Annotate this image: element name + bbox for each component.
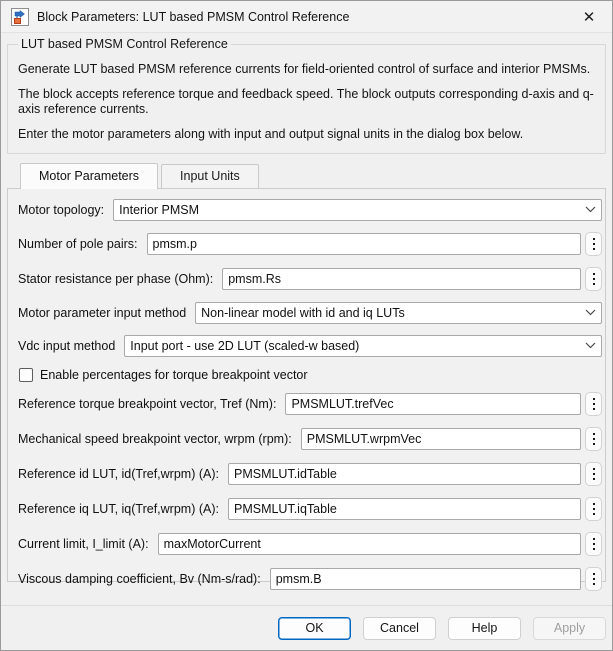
param-input-method-label: Motor parameter input method [18, 305, 187, 320]
viscous-damping-input[interactable]: pmsm.B [270, 568, 581, 590]
param-input-method-value: Non-linear model with id and iq LUTs [201, 305, 405, 320]
tab-input-units[interactable]: Input Units [161, 164, 259, 188]
close-icon[interactable]: ✕ [582, 8, 596, 26]
field-row-tref-vector [18, 392, 602, 416]
vertical-dots-icon[interactable] [585, 497, 602, 521]
wrpm-vector-input[interactable]: PMSMLUT.wrpmVec [301, 428, 581, 450]
vdc-input-method-select[interactable] [124, 335, 602, 357]
enable-percentages-label: Enable percentages for torque breakpoint vector [40, 367, 308, 382]
vdc-input-method-label: Vdc input method [18, 338, 116, 353]
field-row-enable-percentages [19, 368, 602, 382]
field-row-viscous-damping [18, 567, 602, 591]
motor-topology-value: Interior PMSM [119, 202, 200, 217]
description-paragraph: Enter the motor parameters along with input and output signal units in the dialog box below. [18, 126, 524, 141]
field-row-param-input-method [18, 302, 602, 324]
description-legend: LUT based PMSM Control Reference [21, 37, 228, 51]
description-groupbox [7, 37, 606, 154]
vertical-dots-icon[interactable] [585, 567, 602, 591]
iq-lut-label: Reference iq LUT, iq(Tref,wrpm) (A): [18, 501, 219, 516]
pole-pairs-input[interactable]: pmsm.p [147, 233, 581, 255]
motor-parameters-panel [7, 188, 606, 586]
vertical-dots-icon[interactable] [585, 392, 602, 416]
pole-pairs-label: Number of pole pairs: [18, 236, 138, 251]
chevron-down-icon [585, 206, 596, 213]
tref-vector-label: Reference torque breakpoint vector, Tref (Nm): [18, 396, 277, 411]
wrpm-vector-label: Mechanical speed breakpoint vector, wrpm (rpm): [18, 431, 292, 446]
footer-button-bar [1, 606, 612, 650]
help-button[interactable]: Help [448, 617, 521, 640]
id-lut-label: Reference id LUT, id(Tref,wrpm) (A): [18, 466, 219, 481]
tref-vector-input[interactable]: PMSMLUT.trefVec [285, 393, 581, 415]
description-paragraph: Generate LUT based PMSM reference currents for field-oriented control of surface and interior PMSMs. [18, 62, 591, 76]
simulink-block-icon [11, 8, 29, 26]
vertical-dots-icon[interactable] [585, 462, 602, 486]
ok-button[interactable]: OK [278, 617, 351, 640]
vdc-input-method-value: Input port - use 2D LUT (scaled-w based) [130, 338, 360, 353]
field-row-wrpm-vector [18, 427, 602, 451]
description-paragraph: The block accepts reference torque and feedback speed. The block outputs corresponding d-axis and q-axis reference currents. [18, 86, 594, 117]
field-row-stator-resistance [18, 267, 602, 291]
apply-button: Apply [533, 617, 606, 640]
current-limit-label: Current limit, I_limit (A): [18, 536, 149, 551]
field-row-id-lut [18, 462, 602, 486]
motor-topology-select[interactable] [113, 199, 602, 221]
tab-strip [7, 163, 606, 188]
vertical-dots-icon[interactable] [585, 267, 602, 291]
stator-resistance-input[interactable]: pmsm.Rs [222, 268, 581, 290]
field-row-motor-topology [18, 199, 602, 221]
viscous-damping-label: Viscous damping coefficient, Bv (Nm-s/rad): [18, 571, 261, 586]
stator-resistance-label: Stator resistance per phase (Ohm): [18, 271, 214, 286]
vertical-dots-icon[interactable] [585, 232, 602, 256]
motor-topology-label: Motor topology: [18, 202, 105, 217]
current-limit-input[interactable]: maxMotorCurrent [158, 533, 581, 555]
param-input-method-select[interactable] [195, 302, 602, 324]
vertical-dots-icon[interactable] [585, 532, 602, 556]
cancel-button[interactable]: Cancel [363, 617, 436, 640]
field-row-current-limit [18, 532, 602, 556]
vertical-dots-icon[interactable] [585, 427, 602, 451]
field-row-vdc-input-method [18, 335, 602, 357]
window-title: Block Parameters: LUT based PMSM Control Reference [37, 9, 350, 24]
enable-percentages-checkbox[interactable] [19, 368, 33, 382]
title-bar [1, 1, 612, 33]
iq-lut-input[interactable]: PMSMLUT.iqTable [228, 498, 581, 520]
id-lut-input[interactable]: PMSMLUT.idTable [228, 463, 581, 485]
chevron-down-icon [585, 309, 596, 316]
field-row-pole-pairs [18, 232, 602, 256]
chevron-down-icon [585, 342, 596, 349]
tab-motor-parameters[interactable]: Motor Parameters [20, 163, 158, 189]
field-row-iq-lut [18, 497, 602, 521]
